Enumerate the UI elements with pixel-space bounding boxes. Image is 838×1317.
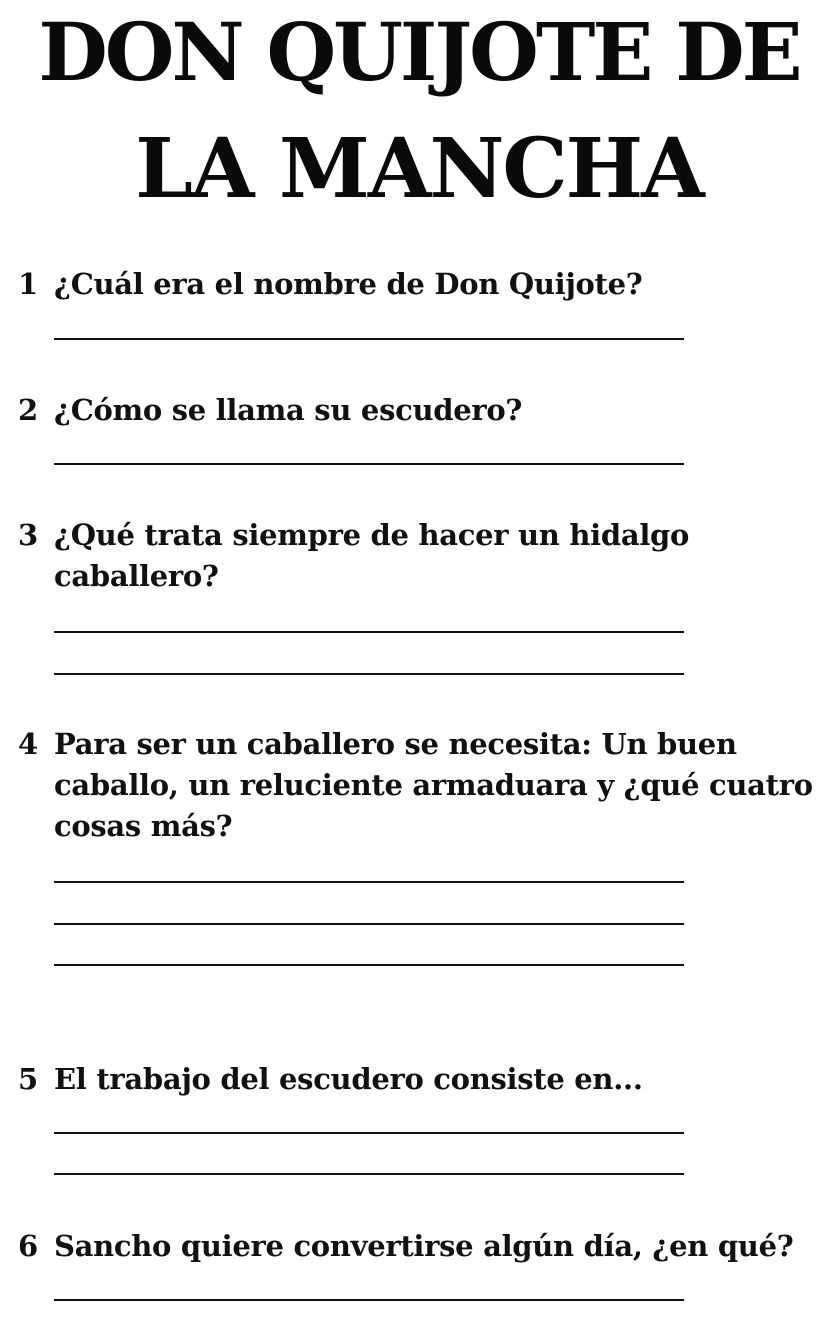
question-text-line: cosas más? <box>54 809 233 843</box>
answer-line[interactable] <box>54 923 684 925</box>
title-line-2: LA MANCHA <box>135 121 703 217</box>
question-number: 5 <box>18 1062 39 1096</box>
question-number: 6 <box>18 1229 39 1263</box>
answer-line[interactable] <box>54 463 684 465</box>
question-text-line: caballo, un reluciente armaduara y ¿qué cuatro <box>54 768 813 802</box>
answer-line[interactable] <box>54 1299 684 1301</box>
answer-line[interactable] <box>54 631 684 633</box>
question-text-line: caballero? <box>54 559 219 593</box>
question-number: 4 <box>18 727 39 761</box>
answer-line[interactable] <box>54 1132 684 1134</box>
question-text-line: ¿Qué trata siempre de hacer un hidalgo <box>54 518 690 552</box>
answer-line[interactable] <box>54 964 684 966</box>
answer-line[interactable] <box>54 338 684 340</box>
answer-line[interactable] <box>54 1173 684 1175</box>
question-text: Sancho quiere convertirse algún día, ¿en qué? <box>54 1229 794 1263</box>
question-text: ¿Cómo se llama su escudero? <box>54 393 523 427</box>
title-line-1: DON QUIJOTE DE <box>38 5 800 99</box>
question-number: 2 <box>18 393 39 427</box>
answer-line[interactable] <box>54 673 684 675</box>
question-number: 1 <box>18 267 39 301</box>
question-text <box>54 515 838 597</box>
question-text: El trabajo del escudero consiste en... <box>54 1062 643 1096</box>
question-text: ¿Cuál era el nombre de Don Quijote? <box>54 267 643 301</box>
question-text <box>54 724 838 847</box>
answer-line[interactable] <box>54 881 684 883</box>
question-text-line: Para ser un caballero se necesita: Un buen <box>54 727 737 761</box>
question-number: 3 <box>18 518 39 552</box>
